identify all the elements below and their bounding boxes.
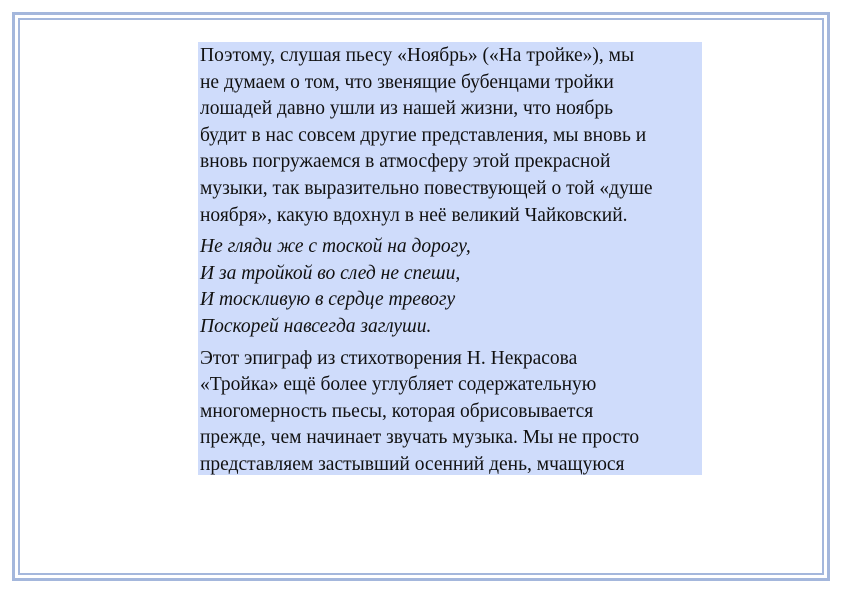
- text-box: [198, 42, 702, 475]
- text-line: представляем застывший осенний день, мчащуюся: [200, 453, 625, 475]
- text-line: Этот эпиграф из стихотворения Н. Некрасова: [200, 347, 578, 369]
- paragraph-1: [200, 43, 700, 229]
- text-line: «Тройка» ещё более углубляет содержательную: [200, 374, 597, 396]
- text-line: вновь погружаемся в атмосферу этой прекрасной: [200, 151, 611, 173]
- poem-line: Не гляди же с тоской на дорогу,: [200, 236, 471, 258]
- text-line: музыки, так выразительно повествующей о той «душе: [200, 177, 653, 199]
- text-line: прежде, чем начинает звучать музыка. Мы не просто: [200, 427, 640, 449]
- poem-epigraph: [200, 234, 700, 340]
- poem-line: И тоскливую в сердце тревогу: [200, 289, 456, 311]
- text-line: Поэтому, слушая пьесу «Ноябрь» («На тройке»), мы: [200, 45, 635, 66]
- text-line: ноября», какую вдохнул в неё великий Чайковский.: [200, 204, 628, 226]
- text-line: не думаем о том, что звенящие бубенцами тройки: [200, 71, 614, 93]
- paragraph-2: [200, 346, 700, 475]
- poem-line: И за тройкой во след не спеши,: [200, 262, 461, 284]
- text-line: будит в нас совсем другие представления, мы вновь и: [200, 124, 647, 146]
- text-line: многомерность пьесы, которая обрисовывается: [200, 400, 594, 422]
- poem-line: Поскорей навсегда заглуши.: [200, 315, 432, 337]
- text-line: лошадей давно ушли из нашей жизни, что ноябрь: [200, 98, 614, 120]
